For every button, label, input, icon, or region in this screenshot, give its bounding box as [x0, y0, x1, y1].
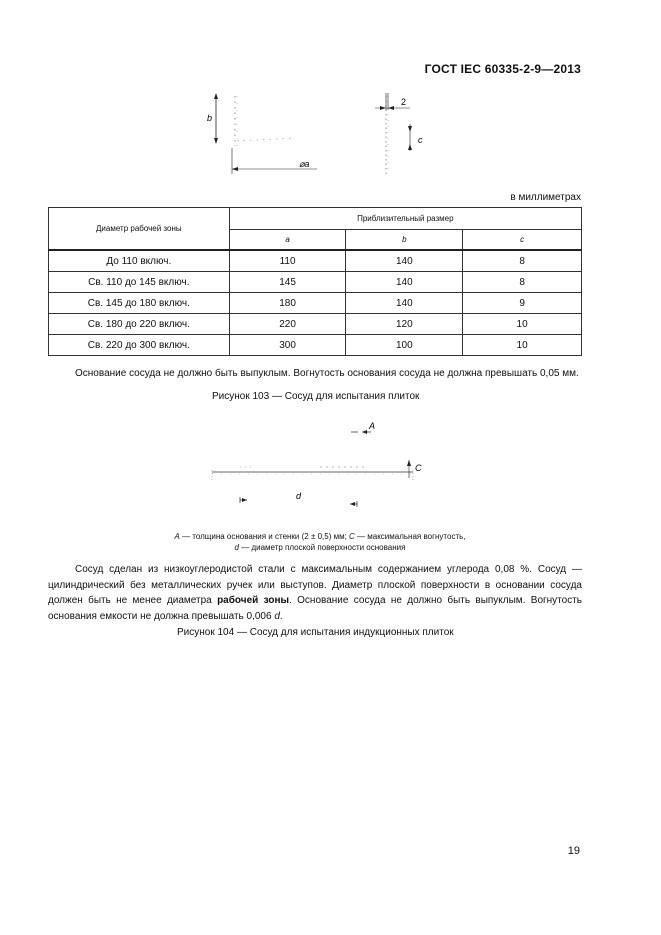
- cell-b: 140: [346, 250, 463, 272]
- table-row: [49, 335, 582, 356]
- cell-a: 180: [229, 293, 346, 314]
- figure-104-legend: [60, 531, 580, 553]
- paragraph-text-end: .: [279, 610, 283, 622]
- cell-b: 100: [346, 335, 463, 356]
- paragraph-bold-term: рабочей зоны: [217, 595, 290, 606]
- cell-c: 10: [463, 335, 582, 356]
- figure-104-caption: Рисунок 104 — Сосуд для испытания индукционных плиток: [177, 627, 454, 638]
- cell-zone: Св. 180 до 220 включ.: [49, 314, 230, 335]
- standard-header: ГОСТ IEC 60335-2-9—2013: [424, 62, 581, 76]
- label-d: d: [296, 491, 302, 501]
- header-approx-size: Приблизительный размер: [229, 208, 581, 230]
- label-diameter-a: ⌀a: [299, 159, 310, 169]
- label-A: A: [369, 421, 376, 431]
- paragraph-text-2: . Основание сосуда не должно быть выпуклым. Вогнутость основания емкости не должна превышать 0,006: [48, 595, 582, 622]
- figure-104-drawing: [205, 418, 435, 513]
- header-c: c: [463, 230, 582, 251]
- header-a: a: [229, 230, 346, 251]
- legend-line-2: [60, 542, 580, 553]
- cell-a: 145: [229, 272, 346, 293]
- legend-symbol-d: d: [234, 543, 239, 552]
- cell-b: 140: [346, 293, 463, 314]
- cell-a: 300: [229, 335, 346, 356]
- table-row: [49, 314, 582, 335]
- legend-line-1: [60, 531, 580, 542]
- page-number: 19: [567, 845, 580, 857]
- dimensions-table: [48, 207, 582, 356]
- legend-text-C: — максимальная вогнутость,: [354, 532, 466, 541]
- header-diameter: Диаметр рабочей зоны: [49, 208, 230, 251]
- figure-103-note: Основание сосуда не должно быть выпуклым. Вогнутость основания сосуда не должна превышать 0,05 мм.: [75, 368, 579, 379]
- legend-symbol-A: A: [174, 532, 180, 541]
- cell-c: 10: [463, 314, 582, 335]
- legend-symbol-C: C: [349, 532, 355, 541]
- figure-103-caption: Рисунок 103 — Сосуд для испытания плиток: [212, 391, 420, 402]
- cell-c: 9: [463, 293, 582, 314]
- paragraph-symbol-d: d: [274, 610, 280, 622]
- figure-104-paragraph: [48, 562, 582, 624]
- table-row: [49, 293, 582, 314]
- cell-zone: Св. 145 до 180 включ.: [49, 293, 230, 314]
- cell-zone: Св. 220 до 300 включ.: [49, 335, 230, 356]
- label-b: b: [207, 113, 213, 123]
- label-C: C: [415, 463, 422, 473]
- paragraph-text-1: Сосуд сделан из низкоуглеродистой стали с максимальным содержанием углерода 0,08 %. Сосуд — цилиндрический без металлических ручек или выступов. Диаметр плоской поверхности в основании сосуда должен быть не менее диаметра: [48, 564, 582, 606]
- legend-text-A: — толщина основания и стенки (2 ± 0,5) мм;: [179, 532, 350, 541]
- cell-zone: До 110 включ.: [49, 250, 230, 272]
- legend-text-d: — диаметр плоской поверхности основания: [239, 543, 406, 552]
- cell-a: 110: [229, 250, 346, 272]
- label-c: c: [418, 135, 423, 145]
- table-row: [49, 250, 582, 272]
- cell-b: 120: [346, 314, 463, 335]
- cell-zone: Св. 110 до 145 включ.: [49, 272, 230, 293]
- cell-c: 8: [463, 250, 582, 272]
- header-b: b: [346, 230, 463, 251]
- cell-a: 220: [229, 314, 346, 335]
- figure-103-drawing: [195, 88, 445, 183]
- cell-b: 140: [346, 272, 463, 293]
- label-2: 2: [401, 97, 407, 107]
- units-note: в миллиметрах: [510, 192, 581, 203]
- table-row: [49, 272, 582, 293]
- cell-c: 8: [463, 272, 582, 293]
